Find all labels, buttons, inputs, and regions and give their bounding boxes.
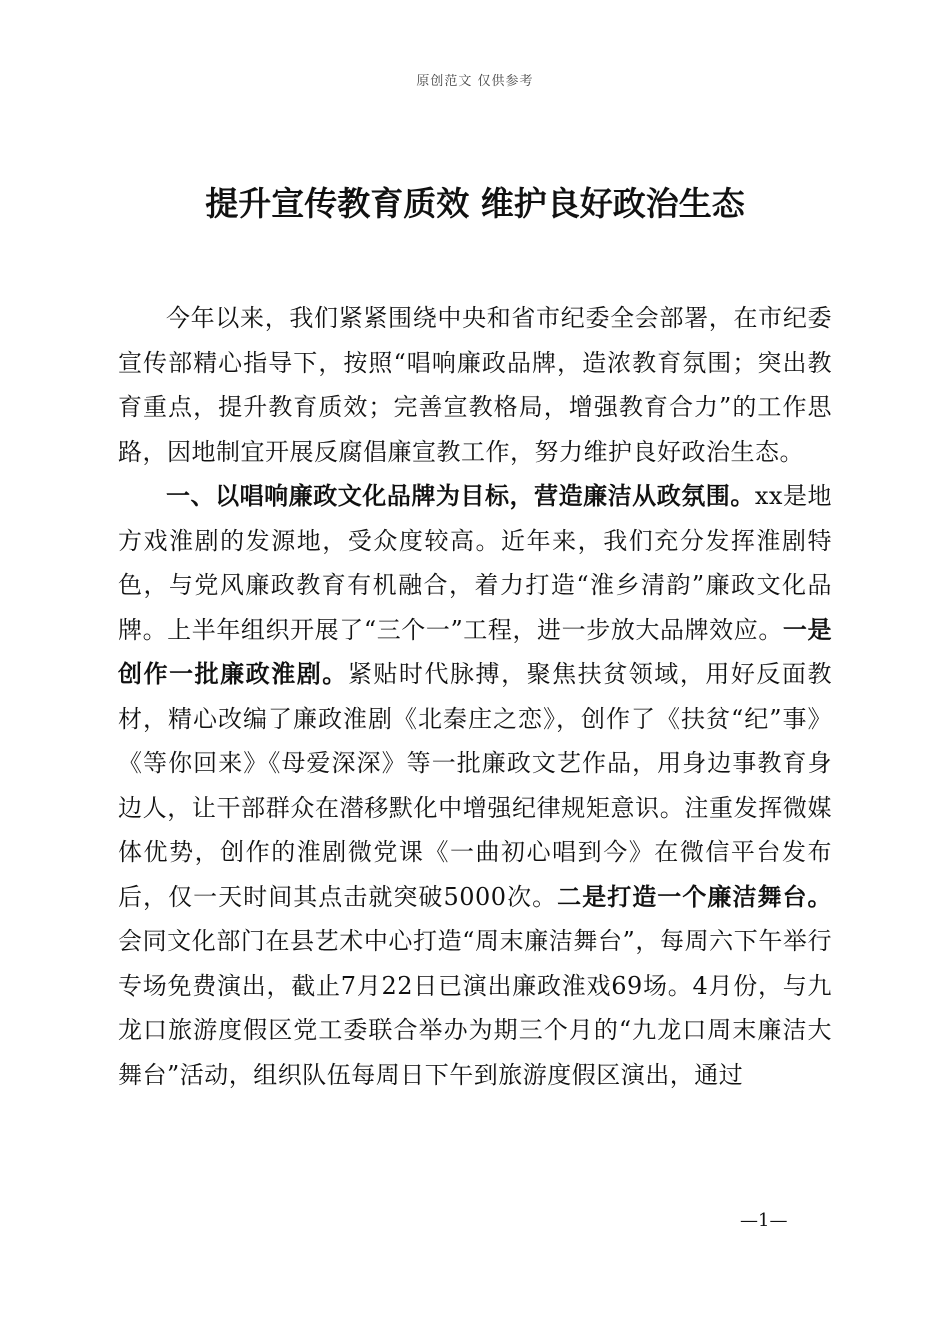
intro-paragraph: 今年以来，我们紧紧围绕中央和省市纪委全会部署，在市纪委宣传部精心指导下，按照“唱响廉政品牌，造浓教育氛围；突出教育重点，提升教育质效；完善宣教格局，增强教育合力”的工作思路，因地制宜开展反腐倡廉宣教工作，努力维护良好政治生态。: [118, 304, 832, 466]
point-2-text: 会同文化部门在县艺术中心打造“周末廉洁舞台”，每周六下午举行专场免费演出，截止7月22日已演出廉政淮戏69场。4月份，与九龙口旅游度假区党工委联合举办为期三个月的“九龙口周末廉洁大舞台”活动，组织队伍每周日下午到旅游度假区演出，通过: [118, 927, 832, 1089]
document-title: 提升宣传教育质效 维护良好政治生态: [205, 184, 745, 223]
document-body: [118, 296, 832, 1097]
page-number: —1—: [740, 1210, 788, 1231]
page-header: 原创范文 仅供参考: [416, 74, 534, 89]
point-1-text: 紧贴时代脉搏，聚焦扶贫领域，用好反面教材，精心改编了廉政淮剧《北秦庄之恋》，创作了《扶贫“纪”事》《等你回来》《母爱深深》等一批廉政文艺作品，用身边事教育身边人，让干部群众在潜移默化中增强纪律规矩意识。注重发挥微媒体优势，创作的淮剧微党课《一曲初心唱到今》在微信平台发布后，仅一天时间其点击就突破5000次。: [118, 660, 833, 911]
section-1-heading: 一、以唱响廉政文化品牌为目标，营造廉洁从政氛围。: [166, 481, 755, 510]
point-1-heading: 一是创作一批廉政淮剧。: [118, 614, 832, 688]
section-1-text: xx是地方戏淮剧的发源地，受众度较高。近年来，我们充分发挥淮剧特色，与党风廉政教育有机融合，着力打造“淮乡清韵”廉政文化品牌。上半年组织开展了“三个一”工程，进一步放大品牌效应。: [118, 482, 833, 644]
section-1-paragraph: [118, 474, 832, 1097]
point-2-heading: 二是打造一个廉洁舞台。: [557, 881, 833, 911]
